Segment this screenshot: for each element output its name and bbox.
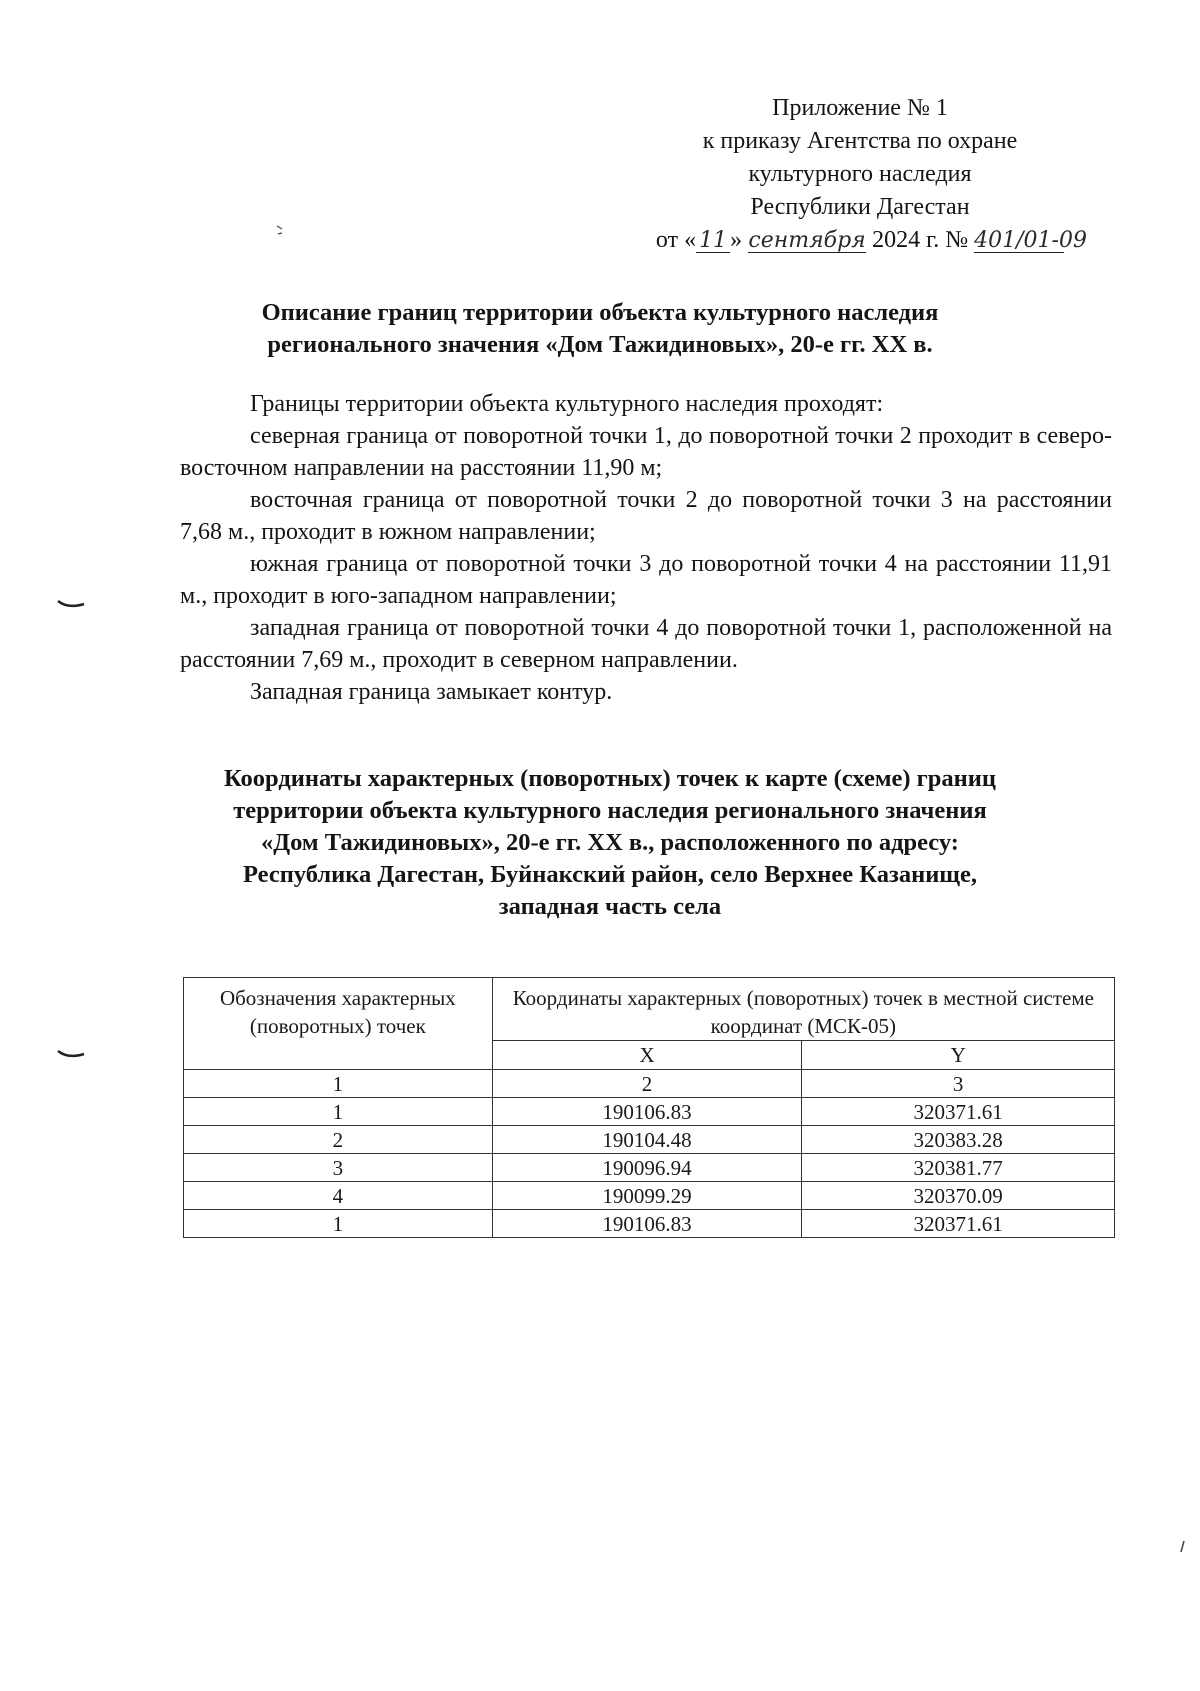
coordinates-title	[160, 763, 1060, 923]
coordinates-header: Координаты характерных (поворотных) точек в местной системе координат (МСК-05)	[492, 978, 1114, 1041]
point-cell: 3	[184, 1154, 493, 1182]
date-mid: »	[730, 227, 743, 253]
x-cell: 190106.83	[492, 1098, 802, 1126]
appendix-title: Приложение № 1	[772, 95, 948, 121]
x-axis-header: X	[492, 1041, 802, 1070]
title1-line1: Описание границ территории объекта культурного наследия	[261, 299, 939, 326]
table-row	[184, 1182, 1115, 1210]
table-row	[184, 1154, 1115, 1182]
date-year: 2024 г. №	[872, 227, 969, 253]
y-cell: 320371.61	[802, 1098, 1115, 1126]
table-column-number-row	[184, 1070, 1115, 1098]
binding-mark-bottom	[56, 1048, 86, 1060]
date-day-handwritten: 11	[696, 230, 730, 253]
title2-line2: территории объекта культурного наследия регионального значения	[233, 797, 987, 824]
y-cell: 320370.09	[802, 1182, 1115, 1210]
scan-speck-right	[1178, 1540, 1186, 1554]
binding-mark-top	[56, 598, 86, 610]
boundary-description-title	[180, 297, 1020, 361]
body-paragraph-closing: Западная граница замыкает контур.	[250, 679, 613, 705]
column-number-3: 3	[802, 1070, 1115, 1098]
order-number-handwritten: 401/01-09	[974, 228, 1087, 253]
y-cell: 320371.61	[802, 1210, 1115, 1238]
body-paragraph-intro: Границы территории объекта культурного наследия проходят:	[250, 391, 884, 417]
title2-line5: западная часть села	[498, 893, 722, 920]
coordinates-table	[183, 977, 1115, 1238]
body-paragraph-south: южная граница от поворотной точки 3 до поворотной точки 4 на расстоянии 11,91 м., проходит в юго-западном направлении;	[180, 551, 1112, 609]
table-row	[184, 1210, 1115, 1238]
title2-line1: Координаты характерных (поворотных) точек к карте (схеме) границ	[223, 765, 997, 792]
date-prefix: от «	[655, 227, 697, 253]
table-row	[184, 1098, 1115, 1126]
x-cell: 190106.83	[492, 1210, 802, 1238]
point-cell: 2	[184, 1126, 493, 1154]
column-number-2: 2	[492, 1070, 802, 1098]
y-axis-header: Y	[802, 1041, 1115, 1070]
x-cell: 190099.29	[492, 1182, 802, 1210]
point-cell: 4	[184, 1182, 493, 1210]
title2-line3: «Дом Тажидиновых», 20-е гг. XX в., расположенного по адресу:	[261, 829, 959, 856]
body-paragraph-north: северная граница от поворотной точки 1, до поворотной точки 2 проходит в северо- восточном направлении на расстоянии 11,90 м;	[180, 423, 1112, 481]
body-paragraph-east: восточная граница от поворотной точки 2 до поворотной точки 3 на расстоянии 7,68 м., проходит в южном направлении;	[180, 487, 1112, 545]
boundary-description-body	[180, 388, 1112, 708]
appendix-date-line	[640, 224, 1087, 257]
body-paragraph-west: западная граница от поворотной точки 4 до поворотной точки 1, расположенной на расстоянии 7,69 м., проходит в северном направлении.	[180, 615, 1112, 673]
appendix-region-line: Республики Дагестан	[750, 194, 970, 220]
point-cell: 1	[184, 1210, 493, 1238]
column-number-1: 1	[184, 1070, 493, 1098]
point-designation-header: Обозначения характерных (поворотных) точек	[184, 978, 493, 1070]
point-cell: 1	[184, 1098, 493, 1126]
table-row	[184, 1126, 1115, 1154]
table-header-row	[184, 978, 1115, 1041]
title1-line2: регионального значения «Дом Тажидиновых», 20-е гг. XX в.	[267, 331, 933, 358]
appendix-order-line: к приказу Агентства по охране	[702, 128, 1018, 154]
appendix-agency-line: культурного наследия	[748, 161, 972, 187]
date-month-handwritten: сентября	[748, 228, 866, 253]
title2-line4: Республика Дагестан, Буйнакский район, село Верхнее Казанище,	[243, 861, 977, 888]
scan-speck	[276, 224, 284, 238]
x-cell: 190104.48	[492, 1126, 802, 1154]
appendix-header	[640, 92, 1087, 257]
x-cell: 190096.94	[492, 1154, 802, 1182]
y-cell: 320381.77	[802, 1154, 1115, 1182]
y-cell: 320383.28	[802, 1126, 1115, 1154]
